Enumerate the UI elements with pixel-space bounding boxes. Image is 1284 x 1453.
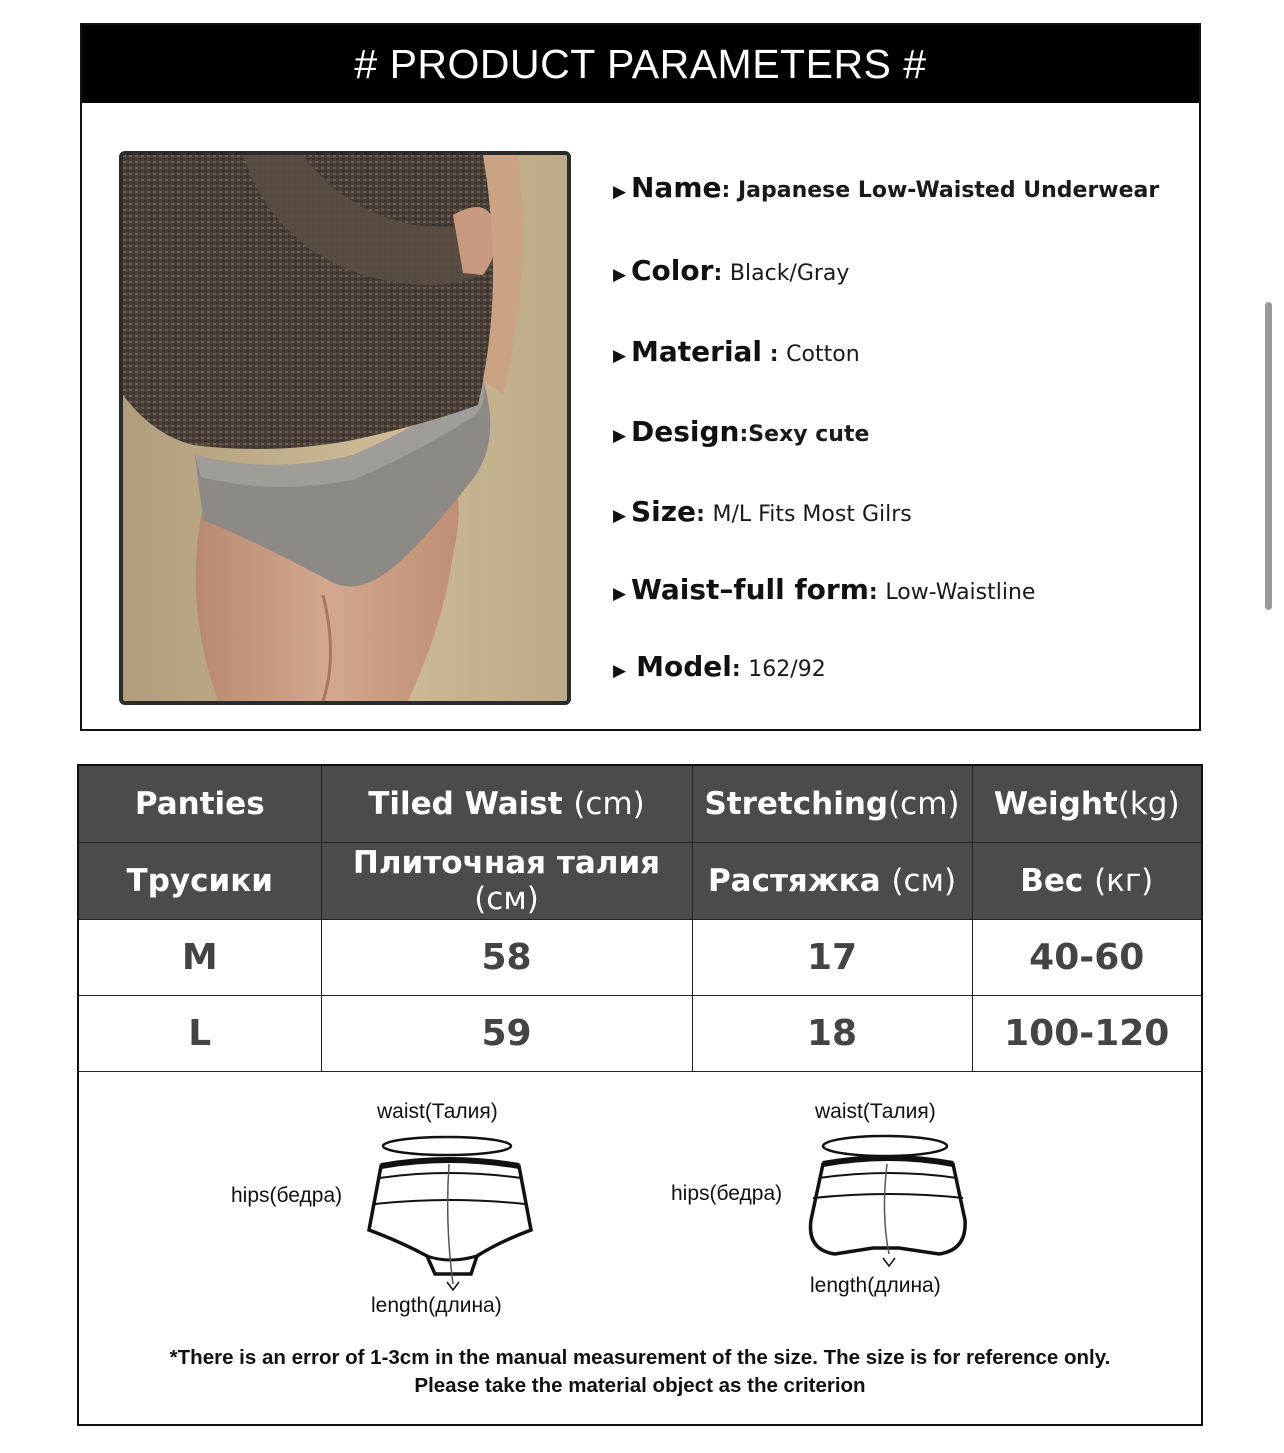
column-header <box>321 843 692 920</box>
waist-label: waist(Талия) <box>815 1100 936 1123</box>
table-header-ru <box>79 843 1201 920</box>
column-header <box>79 766 321 843</box>
table-cell: 18 <box>692 996 972 1072</box>
param-material <box>613 335 860 368</box>
param-key: Design <box>631 415 740 448</box>
header-label: Плиточная талия <box>352 845 661 881</box>
header-label: Вес <box>1020 863 1095 899</box>
size-table <box>79 766 1201 1072</box>
param-sep: : <box>762 342 787 367</box>
table-cell: 17 <box>692 920 972 996</box>
column-header <box>972 766 1201 843</box>
table-cell: 59 <box>321 996 692 1072</box>
waist-label: waist(Талия) <box>377 1100 498 1123</box>
measurement-note: *There is an error of 1-3cm in the manual measurement of the size. The size is for reference only. <box>169 1346 1111 1369</box>
param-value: 162/92 <box>748 657 826 682</box>
param-sep: : <box>739 422 749 447</box>
table-cell: 58 <box>321 920 692 996</box>
header-label: Растяжка <box>707 863 892 899</box>
boxer-brief-diagram-icon <box>789 1124 989 1274</box>
product-parameters-panel <box>80 23 1201 731</box>
param-model <box>613 650 826 683</box>
param-value: Japanese Low-Waisted Underwear <box>737 178 1160 203</box>
param-key: Model <box>636 650 732 683</box>
param-sep: : <box>713 261 730 286</box>
param-design <box>613 415 869 448</box>
header-unit: (cm) <box>888 786 960 822</box>
header-label: Stretching <box>704 786 889 822</box>
bullet-icon: ▶ <box>613 661 627 681</box>
column-header <box>972 843 1201 920</box>
size-chart <box>77 764 1203 1426</box>
param-sep: : <box>696 502 713 527</box>
panel-title: # PRODUCT PARAMETERS # <box>82 25 1199 103</box>
hips-label: hips(бедра) <box>231 1184 343 1207</box>
table-cell: M <box>79 920 321 996</box>
param-key: Material <box>631 335 763 368</box>
param-value: Cotton <box>786 342 860 367</box>
length-label: length(длина) <box>810 1274 941 1297</box>
param-value: M/L Fits Most Gilrs <box>712 502 912 527</box>
param-waist <box>613 573 1035 606</box>
bullet-icon: ▶ <box>613 265 627 285</box>
bullet-icon: ▶ <box>613 182 627 202</box>
measurement-note: Please take the material object as the criterion <box>414 1374 866 1397</box>
bullet-icon: ▶ <box>613 346 627 366</box>
header-unit: (см) <box>891 863 957 899</box>
param-sep: : <box>868 580 886 605</box>
model-photo-illustration <box>123 155 567 701</box>
param-key: Waist–full form <box>631 573 869 606</box>
length-label: length(длина) <box>371 1294 502 1317</box>
table-row <box>79 920 1201 996</box>
table-cell: 100-120 <box>972 996 1201 1072</box>
column-header <box>79 843 321 920</box>
param-sep: : <box>721 178 738 203</box>
scrollbar[interactable] <box>1265 302 1272 610</box>
header-label: Трусики <box>126 863 273 899</box>
header-label: Panties <box>134 786 265 822</box>
bullet-icon: ▶ <box>613 584 627 604</box>
param-key: Color <box>631 254 714 287</box>
table-header-en <box>79 766 1201 843</box>
header-unit: (кг) <box>1094 863 1154 899</box>
bullet-icon: ▶ <box>613 426 627 446</box>
param-value: Low-Waistline <box>885 580 1036 605</box>
header-label: Tiled Waist <box>368 786 574 822</box>
param-key: Size <box>631 495 697 528</box>
brief-diagram-icon <box>349 1124 549 1294</box>
param-value: Black/Gray <box>729 261 850 286</box>
header-label: Weight <box>993 786 1118 822</box>
table-row <box>79 996 1201 1072</box>
param-value: Sexy cute <box>748 422 870 447</box>
param-color <box>613 254 849 287</box>
product-photo <box>119 151 571 705</box>
param-name <box>613 171 1159 204</box>
bullet-icon: ▶ <box>613 506 627 526</box>
column-header <box>321 766 692 843</box>
param-sep: : <box>731 657 749 682</box>
hips-label: hips(бедра) <box>671 1182 783 1205</box>
param-size <box>613 495 912 528</box>
table-cell: 40-60 <box>972 920 1201 996</box>
param-key: Name <box>631 171 722 204</box>
header-unit: (см) <box>474 881 539 917</box>
column-header <box>692 766 972 843</box>
table-cell: L <box>79 996 321 1072</box>
column-header <box>692 843 972 920</box>
measurement-diagrams <box>79 1076 1201 1424</box>
header-unit: (cm) <box>573 786 645 822</box>
header-unit: (kg) <box>1117 786 1180 822</box>
